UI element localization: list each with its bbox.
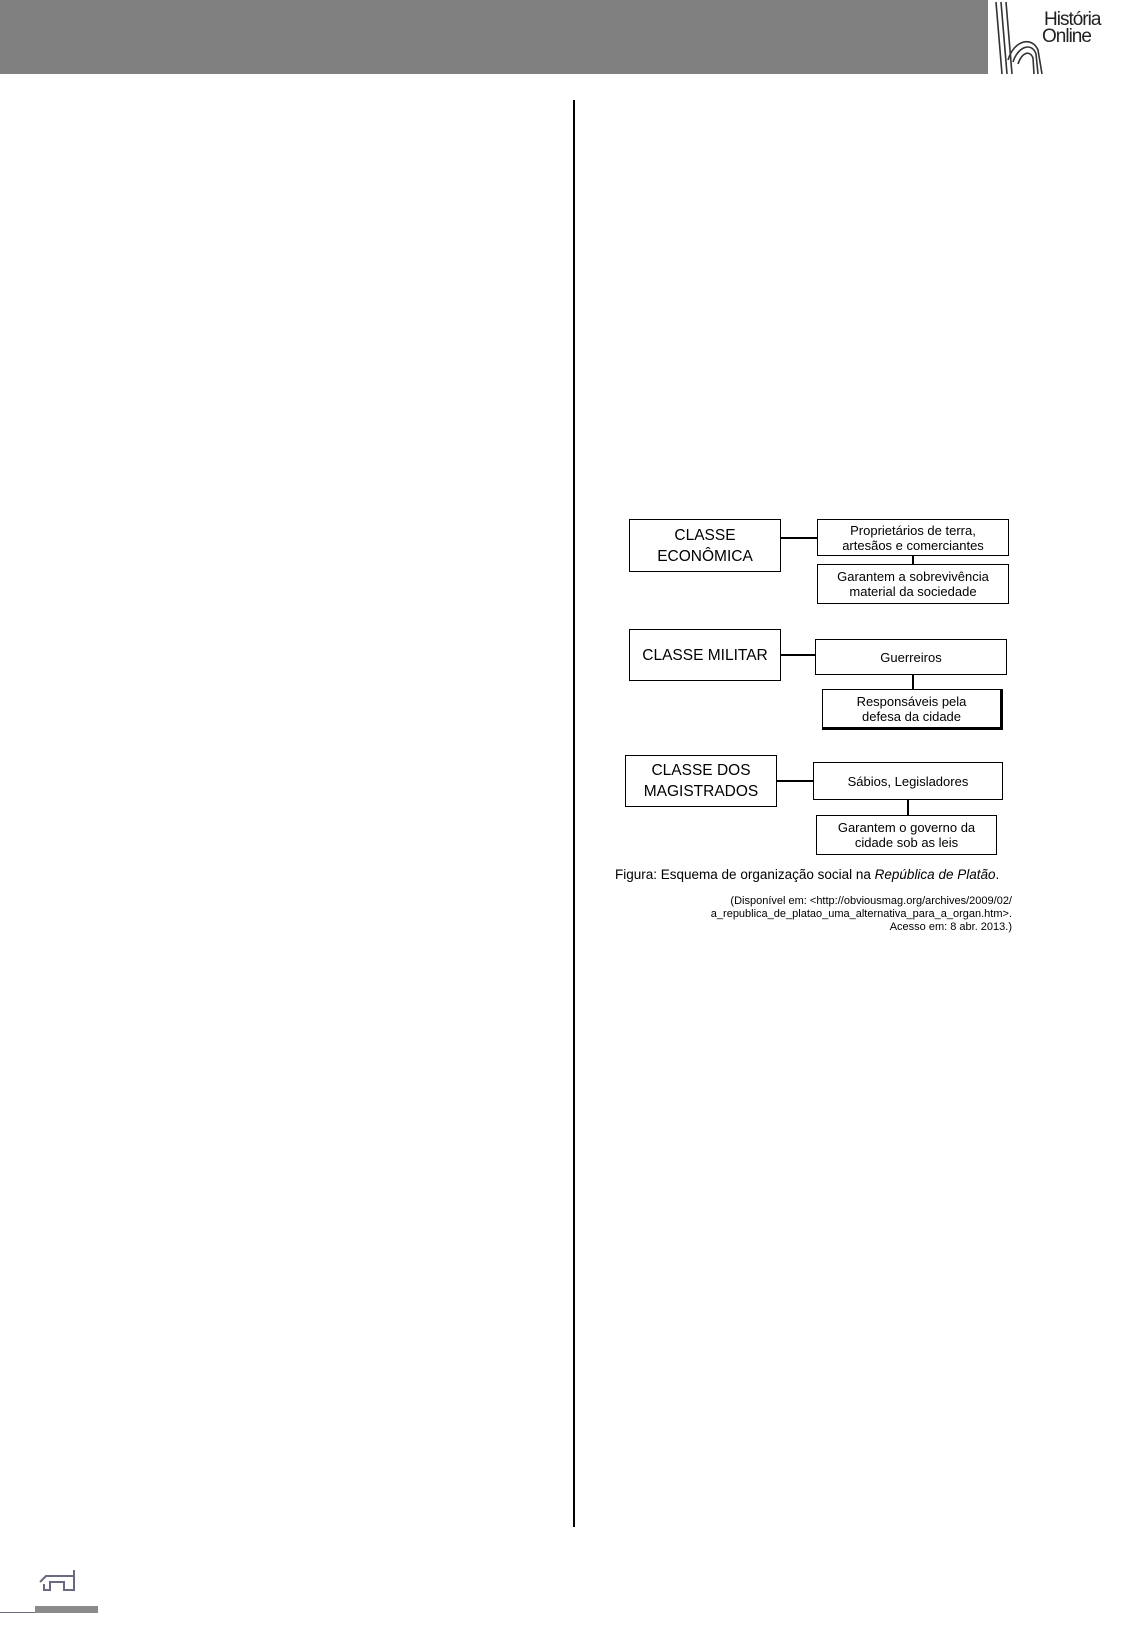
header-bar xyxy=(0,0,988,74)
caption-italic: República de Platão xyxy=(874,867,996,882)
members-box-magistrados xyxy=(813,762,1003,800)
logo-line-2: Online xyxy=(1042,26,1091,47)
class-box-magistrados xyxy=(625,755,777,807)
class-box-economica xyxy=(629,519,781,572)
page-number-mark xyxy=(38,1568,78,1597)
connector-line xyxy=(781,537,817,539)
column-divider xyxy=(573,100,575,1527)
members-box-economica xyxy=(817,519,1009,556)
figure-source xyxy=(600,895,1012,934)
caption-suffix: . xyxy=(995,867,1000,882)
source-line-1: (Disponível em: <http://obviousmag.org/archives/2009/02/ xyxy=(730,895,1012,907)
members-text: Proprietários de terra, artesãos e comerciantes xyxy=(842,522,984,553)
class-label: CLASSE MILITAR xyxy=(642,646,768,664)
figure-caption xyxy=(615,867,1015,882)
connector-line xyxy=(777,780,813,782)
historia-online-logo xyxy=(992,0,1102,76)
role-box-economica xyxy=(817,564,1009,604)
source-line-3: Acesso em: 8 abr. 2013.) xyxy=(889,921,1012,933)
role-text: Responsáveis pela defesa da cidade xyxy=(856,693,967,724)
class-box-militar xyxy=(629,629,781,681)
connector-line xyxy=(912,556,914,564)
role-box-magistrados xyxy=(816,815,997,855)
connector-line xyxy=(912,675,914,689)
role-box-militar xyxy=(822,689,1003,730)
caption-prefix: Figura: Esquema de organização social na xyxy=(615,867,875,882)
logo-line-1: História xyxy=(1044,9,1101,30)
connector-line xyxy=(907,800,909,815)
role-text: Garantem o governo da cidade sob as leis xyxy=(837,820,976,850)
source-line-2: a_republica_de_platao_uma_alternativa_para_a_organ.htm>. xyxy=(710,908,1012,920)
role-text: Garantem a sobrevivência material da sociedade xyxy=(837,569,989,599)
footer-bar xyxy=(35,1606,98,1613)
class-label: CLASSE ECONÔMICA xyxy=(657,526,753,565)
connector-line xyxy=(781,654,815,656)
class-label: CLASSE DOS MAGISTRADOS xyxy=(643,762,759,800)
members-box-militar xyxy=(815,639,1007,675)
footer-rule xyxy=(0,1612,36,1613)
page-number-glyph-icon xyxy=(38,1568,78,1592)
members-text: Sábios, Legisladores xyxy=(847,773,969,789)
members-text: Guerreiros xyxy=(880,649,942,665)
